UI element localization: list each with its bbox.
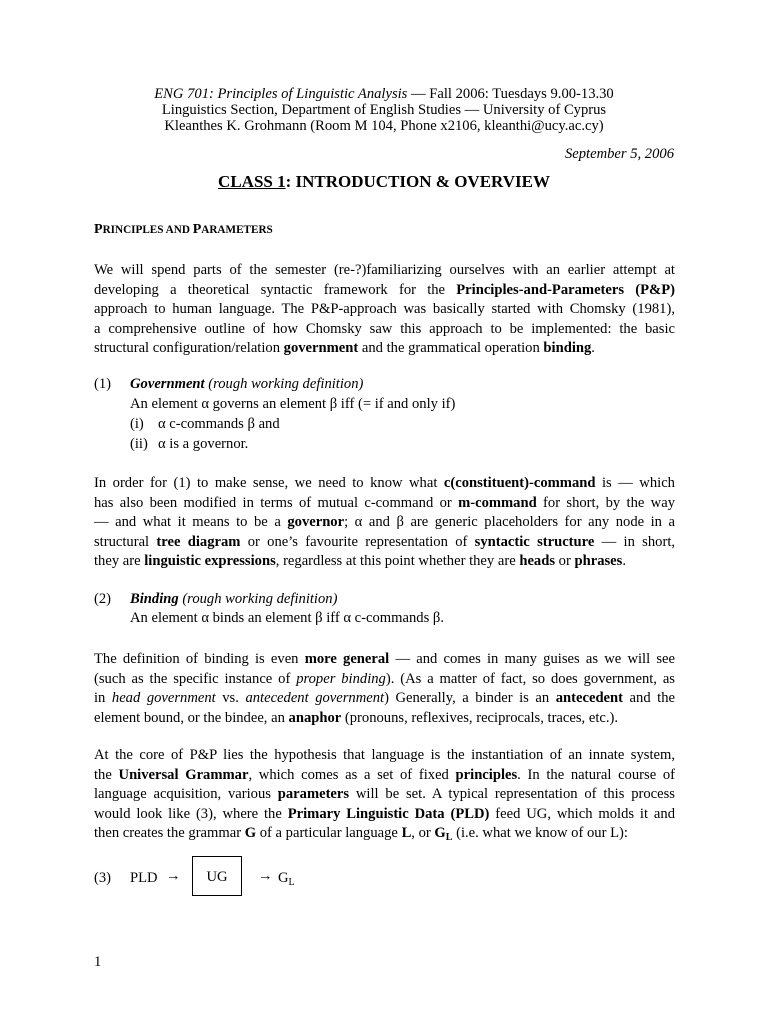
class-number: CLASS 1 [218,172,286,191]
paragraph-line: in head government vs. antecedent government) Generally, a binder is an antecedent and the [94,690,676,707]
paragraph-line: The definition of binding is even more general — and comes in many guises as we will see [94,651,675,667]
course-header-line1 [0,86,768,103]
paragraph-line: At the core of P&P lies the hypothesis that language is the instantiation of an innate system, [94,747,675,763]
paragraph-line: structural tree diagram or one’s favourite representation of syntactic structure — in short, [94,533,676,550]
paragraph-1 [94,261,675,359]
paragraph-line: element bound, or the bindee, an anaphor (pronouns, reflexives, reciprocals, traces, etc.). [94,709,619,726]
ug-box [192,856,242,896]
paragraph-line: In order for (1) to make sense, we need to know what c(constituent)-command is — which [94,475,675,491]
arrow-right-icon: → [258,868,273,884]
condition-ii-label: (ii) [130,436,148,452]
paragraph-line: approach to human language. The P&P-approach was basically started with Chomsky (1981), [94,301,675,318]
paragraph-line: the Universal Grammar, which comes as a set of fixed principles. In the natural course of [94,766,676,783]
example-number-3: (3) [94,870,112,886]
section-heading: PRINCIPLES AND PARAMETERS [94,222,273,237]
paragraph-line: language acquisition, various parameters will be set. A typical representation of this process [94,786,675,803]
paragraph-2 [94,474,675,572]
paragraph-4 [94,746,675,844]
definition-binding-text: An element α binds an element β iff α c-commands β. [130,610,444,626]
page-number: 1 [94,954,102,970]
paragraph-line: would look like (3), where the Primary Linguistic Data (PLD) feed UG, which molds it and [94,805,675,822]
paragraph-line: We will spend parts of the semester (re-?)familiarizing ourselves with an earlier attempt at [94,262,675,278]
paragraph-3 [94,650,675,728]
course-title: ENG 701: Principles of Linguistic Analysis [154,86,408,102]
definition-government-heading: Government (rough working definition) [130,376,364,392]
definition-binding-heading: Binding (rough working definition) [130,591,338,607]
paragraph-line: has also been modified in terms of mutual c-command or m-command for short, by the way [94,494,675,511]
paragraph-line: developing a theoretical syntactic framework for the Principles-and-Parameters (P&P) [94,281,675,298]
condition-i-text: α c-commands β and [158,416,280,432]
condition-i-label: (i) [130,416,144,432]
paragraph-line: they are linguistic expressions, regardless at this point whether they are heads or phrases. [94,553,626,570]
ug-label: UG [206,869,228,885]
paragraph-line: — and what it means to be a governor; α and β are generic placeholders for any node in a [94,514,675,531]
page-title [0,172,768,192]
definition-government-text: An element α governs an element β iff (= if and only if) [130,396,456,412]
course-header-line3: Kleanthes K. Grohmann (Room M 104, Phone x2106, kleanthi@ucy.ac.cy) [164,118,604,134]
arrow-right-icon: → [166,868,181,884]
course-term: — Fall 2006: Tuesdays 9.00-13.30 [407,86,614,102]
condition-ii-text: α is a governor. [158,436,249,452]
example-number-1: (1) [94,376,112,392]
pld-label: PLD [130,870,158,886]
grammar-gl-label: $G_L$ [278,870,295,888]
paragraph-line: a comprehensive outline of how Chomsky saw this approach to be implemented: the basic [94,320,675,337]
paragraph-line: (such as the specific instance of proper binding). (As a matter of fact, so does government, as [94,670,675,687]
example-number-2: (2) [94,591,112,607]
course-header-line2: Linguistics Section, Department of English Studies — University of Cyprus [161,102,607,118]
paragraph-line: structural configuration/relation government and the grammatical operation binding. [94,340,595,357]
title-rest: : INTRODUCTION & OVERVIEW [285,172,550,191]
paragraph-line: then creates the grammar G of a particular language L, or $G_L$ (i.e. what we know of our L): [94,825,628,844]
document-date: September 5, 2006 [564,146,674,162]
